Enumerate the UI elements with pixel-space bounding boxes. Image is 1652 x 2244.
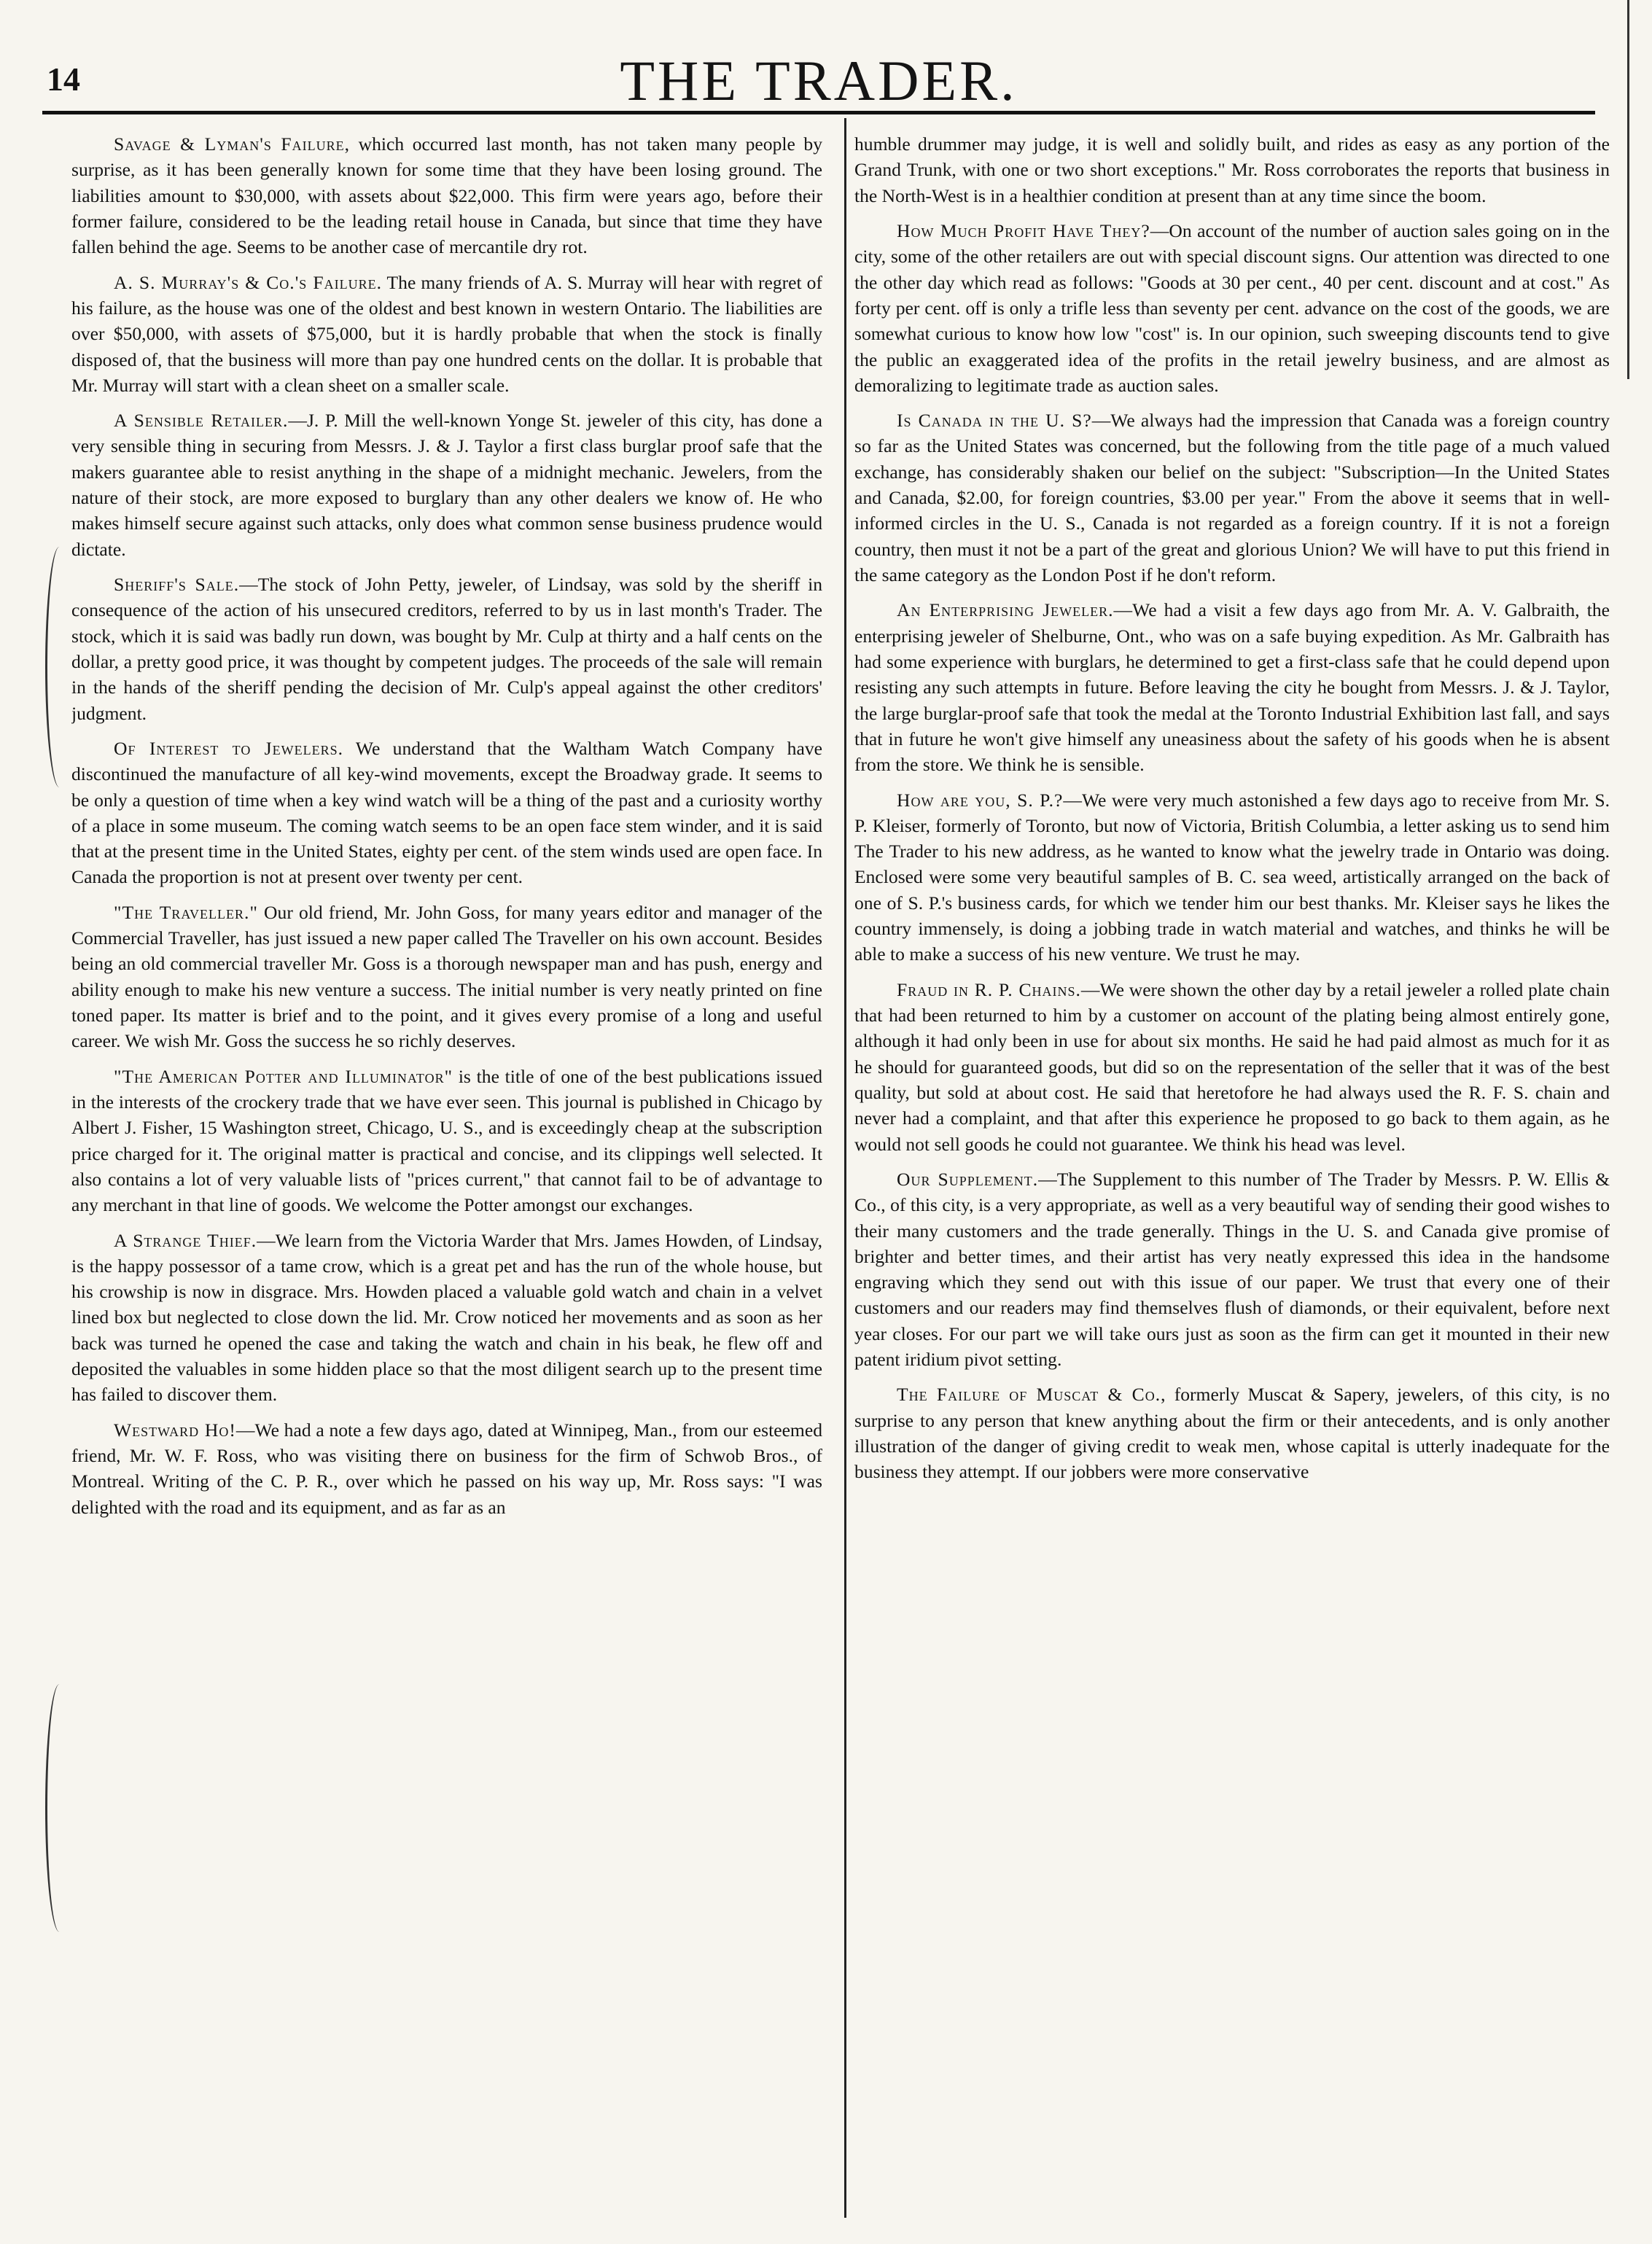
article-paragraph — [71, 1228, 822, 1408]
article-paragraph — [71, 736, 822, 890]
article-text: —On account of the number of auction sales going on in the city, some of the other retailers are out with special discount signs. Our attention was directed to one the other day which read as follows: "Goods at 30 per cent., 40 per cent. discount and at cost." As forty per cent. off is only a trifle less than seventy per cent. advance on the cost of the goods, we are somewhat curious to know how low "cost" is. In our opinion, such sweeping discounts tend to give the public an exaggerated idea of the profits in the retail jewelry business, and are almost as demoralizing to legitimate trade as auction sales. — [854, 219, 1610, 396]
article-heading: "The American Potter and Illuminator" — [114, 1065, 453, 1087]
page-header — [42, 44, 1595, 114]
article-heading: Sheriff's Sale. — [114, 574, 240, 595]
article-heading: Is Canada in the U. S? — [897, 410, 1092, 432]
article-heading: Fraud in R. P. Chains. — [897, 978, 1081, 1000]
article-heading: A Strange Thief. — [114, 1229, 257, 1251]
right-column — [854, 131, 1610, 2231]
article-paragraph — [71, 572, 822, 726]
article-text: formerly Muscat & Sapery, jewelers, of this city, is no surprise to any person that knew anything about the firm or their antecedents, and is only another illustration of the danger of giving credit to weak men, whose capital is utterly inadequate for the business they attempt. If our jobbers were more conservative — [854, 1384, 1610, 1483]
article-heading: How are you, S. P.? — [897, 789, 1064, 811]
article-paragraph — [71, 1064, 822, 1218]
margin-bracket-mark — [45, 1684, 74, 1932]
article-text: —We had a visit a few days ago from Mr. A. V. Galbraith, the enterprising jeweler of Shelburne, Ont., who was on a safe buying expedition. As Mr. Galbraith has had some experience with burglars, he determined to get a first-class safe that he could depend upon resisting any such attempts in future. Before leaving the city he bought from Messrs. J. & J. Taylor, the large burglar-proof safe that took the medal at the Toronto Industrial Exhibition last fall, and says that in future he won't give himself any uneasiness about the safety of his goods when he is absent from the store. We think he is sensible. — [854, 599, 1610, 776]
article-heading: "The Traveller." — [114, 901, 258, 923]
article-paragraph — [854, 787, 1610, 967]
margin-bracket-mark — [45, 547, 74, 787]
article-text: The many friends of A. S. Murray will hear with regret of his failure, as the house was one of the oldest and best known in western Ontario. The liabilities are over $50,000, with assets of $75,000, but it is hardly probable that when the stock is finally disposed of, that the business will more than pay one hundred cents on the dollar. It is probable that Mr. Murray will start with a clean sheet on a smaller scale. — [71, 271, 822, 396]
page-edge-rule — [1627, 0, 1629, 379]
article-paragraph — [71, 408, 822, 562]
article-text: —We learn from the Victoria Warder that Mrs. James Howden, of Lindsay, is the happy possessor of a tame crow, which is a great pet and has the run of the whole house, but his crowship is now in disgrace. Mrs. Howden placed a valuable gold watch and chain in a velvet lined box but neglected to close down the lid. Mr. Crow noticed her movements and as soon as her back was turned he opened the case and taking the watch and chain in his beak, he flew off and deposited the valuables in some hidden place so that the most diligent search up to the present time has failed to discover them. — [71, 1229, 822, 1406]
page-number: 14 — [47, 61, 80, 98]
article-heading: Our Supplement. — [897, 1168, 1039, 1190]
column-divider — [844, 118, 846, 2218]
article-heading: The Failure of Muscat & Co., — [897, 1384, 1166, 1406]
article-text: We understand that the Waltham Watch Company have discontinued the manufacture of all key-wind movements, except the Broadway grade. It seems to be only a question of time when a key wind watch will be a thing of the past and a curiosity worthy of a place in some museum. The coming watch seems to be an open face stem winder, and it is said that at the present time in the United States, eighty per cent. of the stem winds used are open face. In Canada the proportion is not at present over twenty per cent. — [71, 737, 822, 888]
article-paragraph — [854, 218, 1610, 398]
article-text: —The stock of John Petty, jeweler, of Lindsay, was sold by the sheriff in consequence of the action of his unsecured creditors, referred to by us in last month's Trader. The stock, which it is said was badly run down, was bought by Mr. Culp at thirty and a half cents on the dollar, a pretty good price, it was thought by competent judges. The proceeds of the sale will remain in the hands of the sheriff pending the decision of Mr. Culp's appeal against the other creditors' judgment. — [71, 574, 822, 724]
article-heading: A Sensible Retailer. — [114, 410, 289, 432]
article-text: which occurred last month, has not taken many people by surprise, as it has been generally known for some time that they have been losing ground. The liabilities amount to $30,000, with assets about $22,000. This firm were years ago, before their former failure, considered to be the leading retail house in Canada, but since that time they have fallen behind the age. Seems to be another case of mercantile dry rot. — [71, 133, 822, 258]
article-text: is the title of one of the best publications issued in the interests of the crockery trade that we have ever seen. This journal is published in Chicago by Albert J. Fisher, 15 Washington street, Chicago, U. S., and is exceedingly cheap at the subscription price charged for it. The original matter is practical and concise, and its clippings well selected. It also contains a lot of very valuable lists of "prices current," that cannot fail to be of advantage to any merchant in that line of goods. We welcome the Potter amongst our exchanges. — [71, 1065, 822, 1216]
article-text: —We were very much astonished a few days ago to receive from Mr. S. P. Kleiser, formerly of Toronto, but now of Victoria, British Columbia, a letter asking us to send him The Trader to his new address, as he wanted to know what the jewelry trade in Ontario was doing. Enclosed were some very beautiful samples of B. C. sea weed, artistically arranged on the back of one of S. P.'s business cards, for which we tender him our best thanks. Mr. Kleiser says he likes the country immensely, is doing a jobbing trade in watch material and watches, and thinks he will be able to make a success of his new venture. We trust he may. — [854, 789, 1610, 965]
left-column — [71, 131, 822, 2231]
article-paragraph — [71, 1417, 822, 1520]
article-paragraph — [854, 597, 1610, 777]
article-text: —We always had the impression that Canada was a foreign country so far as the United States was concerned, but the following from the title page of a much valued exchange, has considerably shaken our belief on the subject: "Subscription—In the United States and Canada, $2.00, for foreign countries, $3.00 per year." From the above it seems that in well-informed circles in the U. S., Canada is not regarded as a foreign country. If it is not a foreign country, then must it not be a part of the great and glorious Union? We will have to put this friend in the same category as the London Post if he don't reform. — [854, 410, 1610, 585]
article-paragraph — [854, 1382, 1610, 1484]
article-paragraph — [71, 900, 822, 1054]
article-heading: Of Interest to Jewelers. — [114, 737, 344, 759]
article-paragraph — [854, 1166, 1610, 1373]
article-heading: How Much Profit Have They? — [897, 219, 1150, 241]
article-paragraph — [854, 977, 1610, 1157]
article-heading: A. S. Murray's & Co.'s Failure. — [114, 271, 382, 293]
masthead-title: THE TRADER. — [620, 49, 1018, 112]
article-text: —The Supplement to this number of The Trader by Messrs. P. W. Ellis & Co., of this city, is a very appropriate, as well as a very beautiful way of sending their good wishes to their many customers and the trade generally. Things in the U. S. and Canada give promise of brighter and better times, and their artist has very neatly expressed this idea in the handsome engraving which they send out with this issue of our paper. We trust that every one of their customers and our readers may find themselves flush of diamonds, or their equivalent, before next year closes. For our part we will take ours just as soon as the firm can get it mounted in their new patent iridium pivot setting. — [854, 1168, 1610, 1371]
article-heading: An Enterprising Jeweler. — [897, 599, 1114, 621]
article-paragraph — [71, 131, 822, 260]
article-paragraph — [71, 270, 822, 399]
article-text: —We were shown the other day by a retail jeweler a rolled plate chain that had been returned to him by a customer on account of the plating being almost entirely gone, although it had only been in use for about six months. He said he had paid almost as much for it as he should for guaranteed goods, but did so on the representation of the seller that it was of the best quality, but sold at about cost. He said that heretofore he had always used the R. F. S. chain and never had a complaint, and that after this experience he proposed to go back to them again, as he would not sell goods he could not guarantee. We think his head was level. — [854, 978, 1610, 1155]
article-heading: Savage & Lyman's Failure, — [114, 133, 351, 155]
article-text: —We had a note a few days ago, dated at Winnipeg, Man., from our esteemed friend, Mr. W. F. Ross, who was visiting there on business for the firm of Schwob Bros., of Montreal. Writing of the C. P. R., over which he passed on his way up, Mr. Ross says: "I was delighted with the road and its equipment, and as far as an — [71, 1419, 822, 1518]
article-paragraph — [854, 131, 1610, 209]
article-text: —J. P. Mill the well-known Yonge St. jeweler of this city, has done a very sensible thing in securing from Messrs. J. & J. Taylor a first class burglar proof safe that the makers guarantee able to resist anything in the shape of a midnight mechanic. Jewelers, from the nature of their stock, are more exposed to burglary than any other dealers we know of. He who makes himself secure against such attacks, only does what common sense business prudence would dictate. — [71, 410, 822, 560]
article-paragraph — [854, 408, 1610, 588]
article-heading: Westward Ho! — [114, 1419, 236, 1441]
article-text: humble drummer may judge, it is well and solidly built, and rides as easy as any portion of the Grand Trunk, with one or two short exceptions." Mr. Ross corroborates the reports that business in the North-West is in a healthier condition at present than at any time since the boom. — [854, 133, 1610, 206]
article-text: Our old friend, Mr. John Goss, for many years editor and manager of the Commercial Traveller, has just issued a new paper called The Traveller on his own account. Besides being an old commercial traveller Mr. Goss is a thorough newspaper man and has push, energy and ability enough to make his new venture a success. The initial number is very neatly printed on fine toned paper. Its matter is brief and to the point, and it gives every promise of a long and useful career. We wish Mr. Goss the success he so richly deserves. — [71, 901, 822, 1052]
